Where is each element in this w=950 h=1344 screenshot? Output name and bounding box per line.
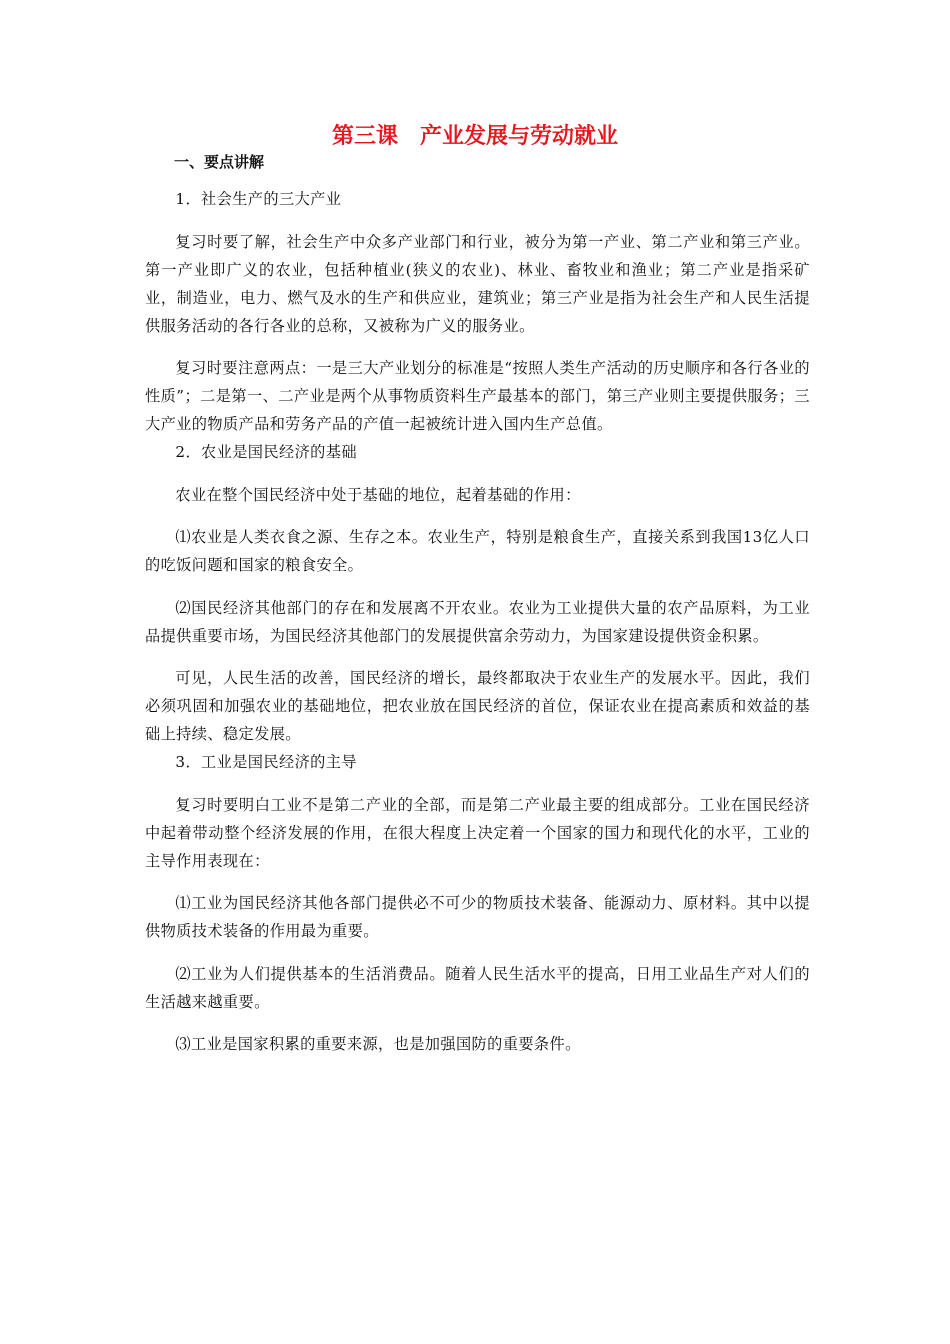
- subheading-3: 3．工业是国民经济的主导: [175, 753, 357, 771]
- paragraph-3: 农业在整个国民经济中处于基础的地位，起着基础的作用：: [175, 485, 581, 504]
- subheading-2: 2．农业是国民经济的基础: [175, 443, 357, 461]
- paragraph-10: ⑶工业是国家积累的重要来源，也是加强国防的重要条件。: [175, 1035, 581, 1053]
- paragraph-2: 复习时要注意两点：一是三大产业划分的标准是“按照人类生产活动的历史顺序和各行各业的性质”；二是第一、二产业是两个从事物质资料生产最基本的部门，第三产业则主要提供服务；三大产业的物质产品和劳务产品的产值一起被统计进入国内生产总值。: [145, 359, 810, 433]
- document-body: [145, 185, 810, 1058]
- paragraph-9: ⑵工业为人们提供基本的生活消费品。随着人民生活水平的提高，日用工业品生产对人们的生活越来越重要。: [145, 964, 810, 1011]
- paragraph-7: 复习时要明白工业不是第二产业的全部，而是第二产业最主要的组成部分。工业在国民经济中起着带动整个经济发展的作用，在很大程度上决定着一个国家的国力和现代化的水平，工业的主导作用表现在：: [145, 795, 810, 870]
- section-heading: 一、要点讲解: [174, 153, 265, 171]
- subheading-1: 1．社会生产的三大产业: [175, 190, 342, 208]
- page-title: 第三课 产业发展与劳动就业: [331, 124, 618, 149]
- paragraph-1: 复习时要了解，社会生产中众多产业部门和行业，被分为第一产业、第二产业和第三产业。第一产业即广义的农业，包括种植业(狭义的农业)、林业、畜牧业和渔业；第二产业是指采矿业，制造业，电力、燃气及水的生产和供应业，建筑业；第三产业是指为社会生产和人民生活提供服务活动的各行各业的总称，又被称为广义的服务业。: [145, 232, 810, 335]
- paragraph-6: 可见，人民生活的改善，国民经济的增长，最终都取决于农业生产的发展水平。因此，我们必须巩固和加强农业的基础地位，把农业放在国民经济的首位，保证农业在提高素质和效益的基础上持续、稳定发展。: [145, 669, 810, 743]
- paragraph-5: ⑵国民经济其他部门的存在和发展离不开农业。农业为工业提供大量的农产品原料，为工业品提供重要市场，为国民经济其他部门的发展提供富余劳动力，为国家建设提供资金积累。: [145, 598, 810, 645]
- paragraph-8: ⑴工业为国民经济其他各部门提供必不可少的物质技术装备、能源动力、原材料。其中以提供物质技术装备的作用最为重要。: [145, 894, 810, 940]
- paragraph-4: ⑴农业是人类衣食之源、生存之本。农业生产，特别是粮食生产，直接关系到我国13亿人口的吃饭问题和国家的粮食安全。: [145, 528, 810, 574]
